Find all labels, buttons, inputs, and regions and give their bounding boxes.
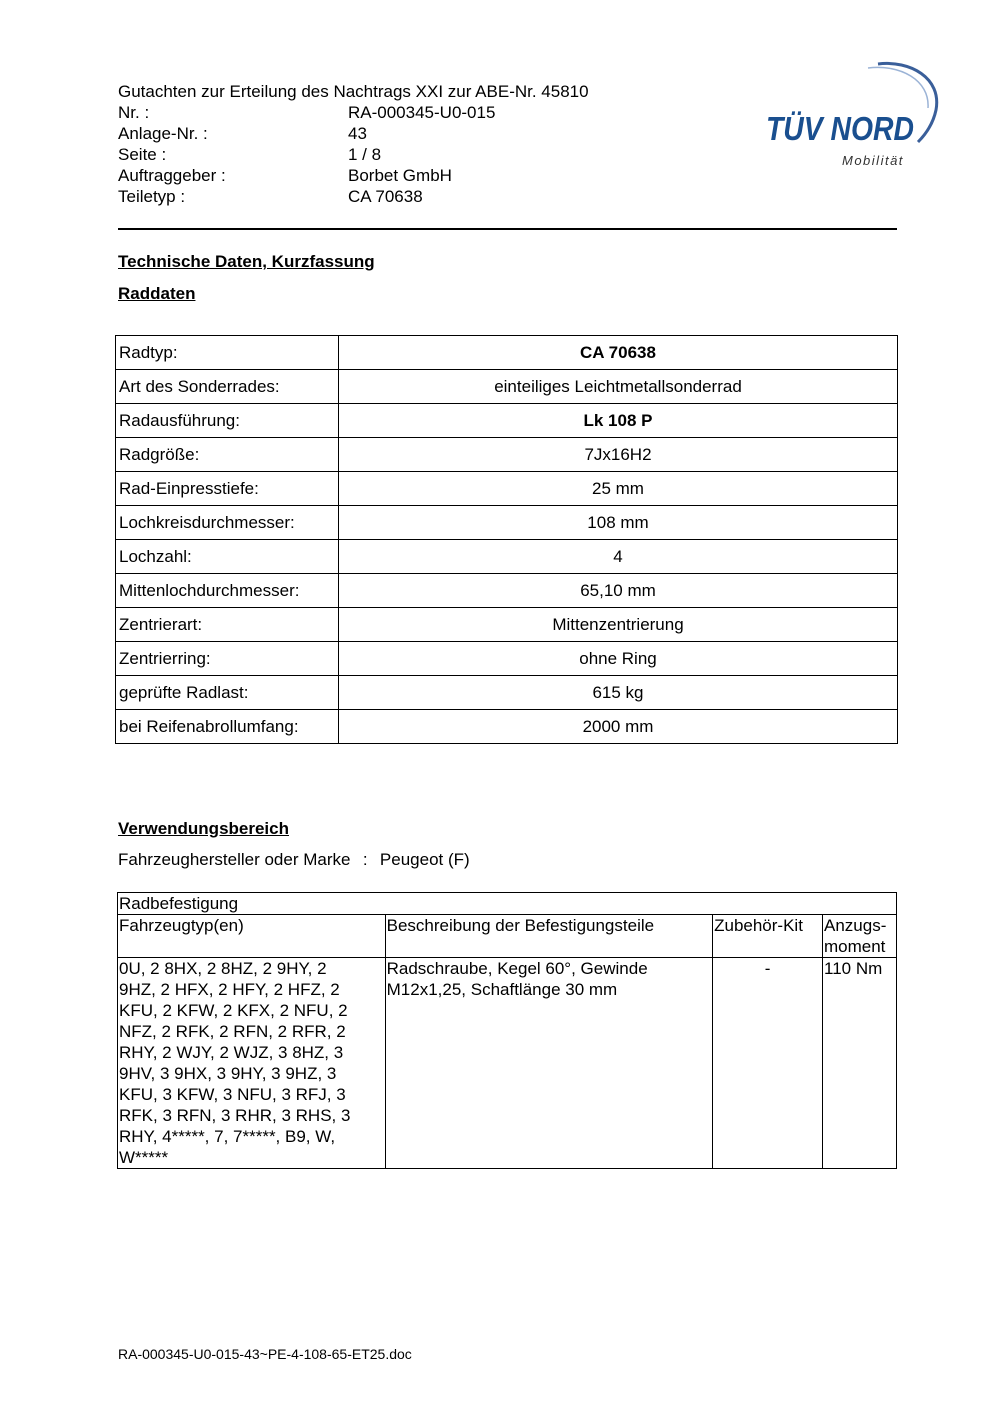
types-line: RFK, 3 RFN, 3 RHR, 3 RHS, 3 <box>119 1106 351 1125</box>
col-header-types: Fahrzeugtyp(en) <box>118 915 386 958</box>
vehicle-types-cell <box>118 958 386 1169</box>
header-value: 1 / 8 <box>348 145 382 164</box>
wheel-data-table <box>115 335 898 744</box>
row-label: Zentrierart: <box>116 608 339 642</box>
col-header-torque-line2: moment <box>824 937 886 956</box>
header-row <box>118 123 495 144</box>
types-line: RHY, 2 WJY, 2 WJZ, 3 8HZ, 3 <box>119 1043 344 1062</box>
row-value: 4 <box>339 540 898 574</box>
table-row <box>116 506 898 540</box>
table-row <box>116 438 898 472</box>
row-label: Radgröße: <box>116 438 339 472</box>
row-value: Lk 108 P <box>339 404 898 438</box>
row-label: Radtyp: <box>116 336 339 370</box>
row-label: Radausführung: <box>116 404 339 438</box>
section-heading-technical: Technische Daten, Kurzfassung <box>118 252 375 271</box>
row-value: 108 mm <box>339 506 898 540</box>
table-row <box>116 608 898 642</box>
header-value: CA 70638 <box>348 187 423 206</box>
description-line: M12x1,25, Schaftlänge 30 mm <box>386 980 618 999</box>
kit-cell: - <box>713 958 823 1169</box>
table-row <box>116 404 898 438</box>
row-value: 2000 mm <box>339 710 898 744</box>
table-row <box>116 336 898 370</box>
table-row <box>118 893 897 915</box>
header-label: Teiletyp : <box>118 187 186 206</box>
row-label: Rad-Einpresstiefe: <box>116 472 339 506</box>
header-label: Auftraggeber : <box>118 166 226 185</box>
types-line: KFU, 3 KFW, 3 NFU, 3 RFJ, 3 <box>119 1085 346 1104</box>
row-label: Mittenlochdurchmesser: <box>116 574 339 608</box>
manufacturer-line <box>118 850 470 870</box>
table-row <box>116 676 898 710</box>
header-fields <box>118 102 495 207</box>
manufacturer-value: Peugeot (F) <box>379 850 470 869</box>
header-label: Anlage-Nr. : <box>118 124 208 143</box>
tuv-nord-logo <box>760 58 945 178</box>
table-row <box>116 574 898 608</box>
mounting-title: Radbefestigung <box>118 893 897 915</box>
row-value: 7Jx16H2 <box>339 438 898 472</box>
header-value: 43 <box>348 124 367 143</box>
table-row <box>116 642 898 676</box>
manufacturer-separator: : <box>362 850 368 869</box>
types-line: 9HZ, 2 HFX, 2 HFY, 2 HFZ, 2 <box>119 980 340 999</box>
header-label: Nr. : <box>118 103 150 122</box>
header-row <box>118 144 495 165</box>
torque-cell: 110 Nm <box>823 958 897 1169</box>
header-label: Seite : <box>118 145 167 164</box>
table-row <box>116 472 898 506</box>
header-row <box>118 102 495 123</box>
header-row <box>118 165 495 186</box>
types-line: NFZ, 2 RFK, 2 RFN, 2 RFR, 2 <box>119 1022 346 1041</box>
report-title: Gutachten zur Erteilung des Nachtrags XXI zur ABE-Nr. 45810 <box>118 82 589 101</box>
col-header-kit: Zubehör-Kit <box>713 915 823 958</box>
row-label: Lochkreisdurchmesser: <box>116 506 339 540</box>
row-value: Mittenzentrierung <box>339 608 898 642</box>
row-value: einteiliges Leichtmetallsonderrad <box>339 370 898 404</box>
header-row <box>118 186 495 207</box>
types-line: 0U, 2 8HX, 2 8HZ, 2 9HY, 2 <box>119 959 327 978</box>
header-value: RA-000345-U0-015 <box>348 103 496 122</box>
row-value: 615 kg <box>339 676 898 710</box>
types-line: W***** <box>119 1148 169 1167</box>
row-value: 65,10 mm <box>339 574 898 608</box>
col-header-torque-line1: Anzugs- <box>824 916 887 935</box>
table-row <box>118 958 897 1169</box>
row-value: ohne Ring <box>339 642 898 676</box>
manufacturer-label: Fahrzeughersteller oder Marke <box>118 850 351 869</box>
table-row <box>116 370 898 404</box>
header-value: Borbet GmbH <box>348 166 452 185</box>
logo-tagline: Mobilität <box>842 153 904 168</box>
table-header-row <box>118 915 897 958</box>
types-line: 9HV, 3 9HX, 3 9HY, 3 9HZ, 3 <box>119 1064 337 1083</box>
row-label: Art des Sonderrades: <box>116 370 339 404</box>
description-line: Radschraube, Kegel 60°, Gewinde <box>386 959 648 978</box>
row-label: bei Reifenabrollumfang: <box>116 710 339 744</box>
row-label: Lochzahl: <box>116 540 339 574</box>
row-value: 25 mm <box>339 472 898 506</box>
types-line: KFU, 2 KFW, 2 KFX, 2 NFU, 2 <box>119 1001 348 1020</box>
col-header-description: Beschreibung der Befestigungsteile <box>385 915 712 958</box>
types-line: RHY, 4*****, 7, 7*****, B9, W, <box>119 1127 336 1146</box>
section-heading-usage: Verwendungsbereich <box>118 819 289 838</box>
section-heading-raddaten: Raddaten <box>118 284 196 303</box>
col-header-torque <box>823 915 897 958</box>
footer-filename: RA-000345-U0-015-43~PE-4-108-65-ET25.doc <box>118 1346 412 1362</box>
description-cell <box>385 958 712 1169</box>
row-value: CA 70638 <box>339 336 898 370</box>
mounting-table <box>117 892 897 1169</box>
table-row <box>116 710 898 744</box>
row-label: geprüfte Radlast: <box>116 676 339 710</box>
header-divider <box>118 228 897 230</box>
logo-brand: TÜV NORD <box>766 110 914 147</box>
row-label: Zentrierring: <box>116 642 339 676</box>
table-row <box>116 540 898 574</box>
